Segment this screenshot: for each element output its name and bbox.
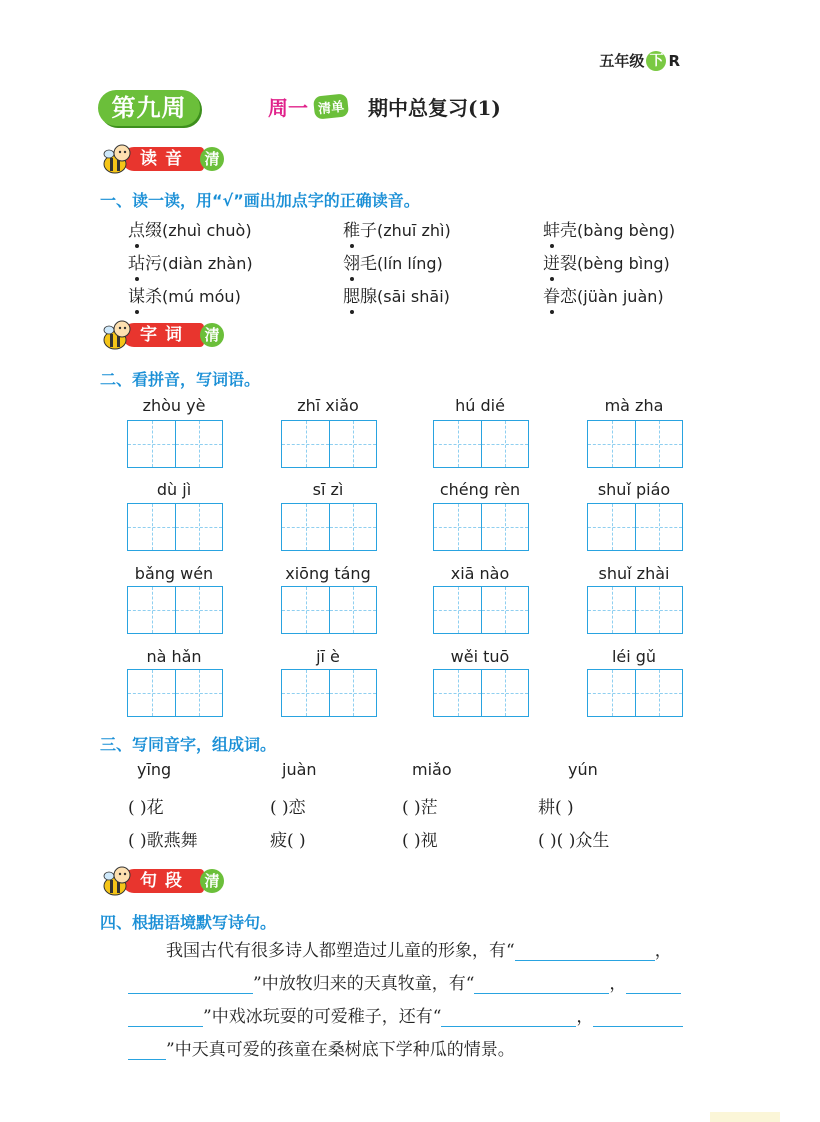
q3-title: 三、写同音字，组成词。 <box>100 735 277 754</box>
q2-title: 二、看拼音，写词语。 <box>100 370 261 389</box>
q1-title: 一、读一读，用“√”画出加点字的正确读音。 <box>100 191 420 210</box>
pinyin-label: mà zha <box>604 396 664 415</box>
writing-box[interactable] <box>587 586 683 634</box>
poem-blank[interactable] <box>474 973 609 994</box>
section-reading-label: 读音 <box>122 147 204 171</box>
q3-pinyin: yún <box>568 760 598 779</box>
pinyin-label: bǎng wén <box>134 564 214 583</box>
q4-line: 我国古代有很多诗人都塑造过儿童的形象，有“ ， <box>166 941 672 961</box>
q1-item: 谋杀(mú móu) <box>128 287 241 307</box>
bee-mascot-icon <box>100 142 134 176</box>
writing-box[interactable] <box>127 503 223 551</box>
q3-fill-item[interactable]: ( )( )众生 <box>538 831 610 851</box>
qing-icon: 清 <box>200 147 224 171</box>
q1-item: 眷恋(jüàn juàn) <box>543 287 664 307</box>
writing-box[interactable] <box>281 420 377 468</box>
section-reading-badge <box>100 142 224 176</box>
q3-pinyin: yīng <box>137 760 172 779</box>
pinyin-label: xiōng táng <box>285 564 371 583</box>
bee-mascot-icon <box>100 318 134 352</box>
writing-box[interactable] <box>127 586 223 634</box>
pinyin-label: jī è <box>316 647 340 666</box>
section-sentences-badge <box>100 864 224 898</box>
section-words-badge <box>100 318 224 352</box>
poem-blank[interactable] <box>626 973 681 994</box>
qingdan-badge: 清单 <box>313 93 349 119</box>
q1-item: 玷污(diàn zhàn) <box>128 254 253 274</box>
writing-box[interactable] <box>587 669 683 717</box>
q4-title: 四、根据语境默写诗句。 <box>100 913 277 932</box>
q1-item: 稚子(zhuī zhì) <box>343 221 451 241</box>
bee-mascot-icon <box>100 864 134 898</box>
pinyin-label: shuǐ piáo <box>597 480 671 499</box>
q1-item: 腮腺(sāi shāi) <box>343 287 450 307</box>
writing-box[interactable] <box>587 503 683 551</box>
pinyin-label: nà hǎn <box>146 647 202 666</box>
q1-item: 蚌壳(bàng bèng) <box>543 221 676 241</box>
writing-box[interactable] <box>433 586 529 634</box>
poem-blank[interactable] <box>515 940 655 961</box>
q3-block <box>0 760 820 860</box>
q3-pinyin: miǎo <box>412 760 452 779</box>
page-title <box>268 92 501 121</box>
q4-block <box>0 940 820 1070</box>
page-corner-decoration <box>710 1112 780 1122</box>
q1-item: 翎毛(lín líng) <box>343 254 443 274</box>
edition-text: R <box>668 51 680 70</box>
pinyin-label: xiā nào <box>450 564 510 583</box>
q4-line: ”中放牧归来的天真牧童，有“ ， <box>128 973 681 994</box>
qing-icon: 清 <box>200 869 224 893</box>
pinyin-label: wěi tuō <box>450 647 510 666</box>
q3-fill-item[interactable]: 耕( ) <box>538 798 574 818</box>
writing-box[interactable] <box>281 586 377 634</box>
poem-blank[interactable] <box>441 1006 576 1027</box>
q3-fill-item[interactable]: 疲( ) <box>270 831 306 851</box>
grade-text: 五年级 <box>599 52 645 70</box>
writing-box[interactable] <box>587 420 683 468</box>
poem-blank[interactable] <box>128 1006 203 1027</box>
poem-blank[interactable] <box>128 1039 166 1060</box>
poem-blank[interactable] <box>593 1006 683 1027</box>
pinyin-label: chéng rèn <box>439 480 521 499</box>
q3-fill-item[interactable]: ( )视 <box>402 831 438 851</box>
writing-box[interactable] <box>127 420 223 468</box>
pinyin-label: zhòu yè <box>142 396 206 415</box>
q2-grid <box>124 396 704 726</box>
q4-line: ”中戏冰玩耍的可爱稚子，还有“ ， <box>128 1006 683 1027</box>
qing-icon: 清 <box>200 323 224 347</box>
q3-fill-item[interactable]: ( )茫 <box>402 798 438 818</box>
q3-fill-item[interactable]: ( )歌燕舞 <box>128 831 198 851</box>
pinyin-label: dù jì <box>156 480 192 499</box>
q1-item: 点缀(zhuì chuò) <box>128 221 252 241</box>
writing-box[interactable] <box>433 420 529 468</box>
pinyin-label: zhī xiǎo <box>297 396 359 415</box>
title-day: 周一 <box>268 96 308 120</box>
writing-box[interactable] <box>433 503 529 551</box>
section-sentences-label: 句段 <box>122 869 204 893</box>
writing-box[interactable] <box>127 669 223 717</box>
writing-box[interactable] <box>433 669 529 717</box>
q3-fill-item[interactable]: ( )恋 <box>270 798 306 818</box>
pinyin-label: hú dié <box>455 396 505 415</box>
pinyin-label: sī zì <box>312 480 344 499</box>
grade-label <box>599 50 680 71</box>
section-words-label: 字词 <box>122 323 204 347</box>
q1-item: 迸裂(bèng bìng) <box>543 254 670 274</box>
week-badge: 第九周 <box>98 90 200 126</box>
q3-pinyin: juàn <box>282 760 317 779</box>
poem-blank[interactable] <box>128 973 253 994</box>
pinyin-label: léi gǔ <box>611 647 657 666</box>
writing-box[interactable] <box>281 669 377 717</box>
q4-line: ”中天真可爱的孩童在桑树底下学种瓜的情景。 <box>128 1039 515 1060</box>
pinyin-label: shuǐ zhài <box>598 564 670 583</box>
semester-badge: 下 <box>646 51 666 71</box>
title-review: 期中总复习(1) <box>368 96 501 120</box>
writing-box[interactable] <box>281 503 377 551</box>
q3-fill-item[interactable]: ( )花 <box>128 798 164 818</box>
